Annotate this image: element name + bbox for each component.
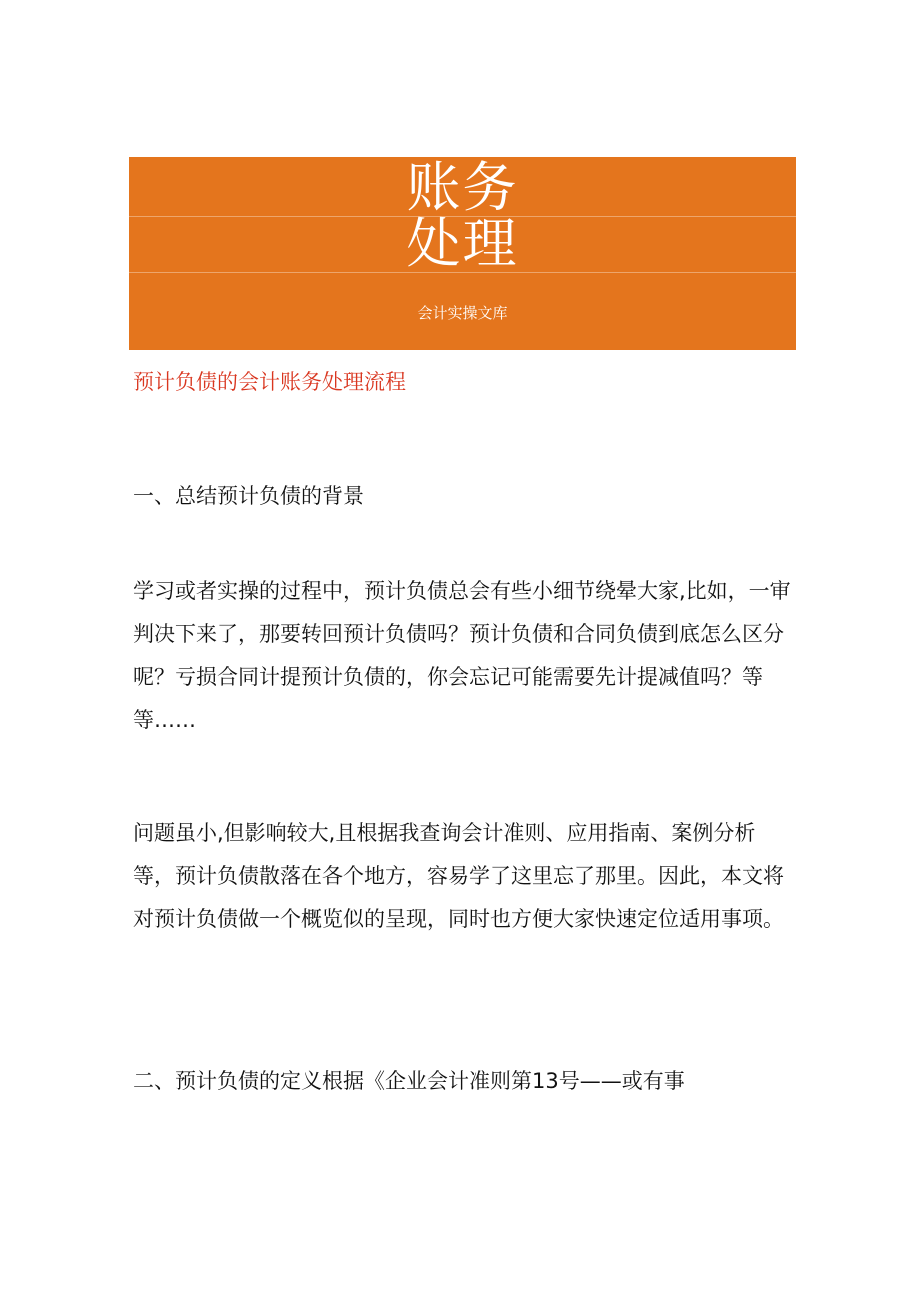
document-title: 预计负债的会计账务处理流程 bbox=[133, 370, 406, 394]
cover-banner bbox=[129, 157, 796, 350]
section-heading-1: 一、总结预计负债的背景 bbox=[133, 484, 364, 508]
paragraph-1: 学习或者实操的过程中，预计负债总会有些小细节绕晕大家,比如，一审判决下来了，那要转回预计负债吗？预计负债和合同负债到底怎么区分呢？亏损合同计提预计负债的，你会忘记可能需要先计提减值吗？等等…… bbox=[133, 579, 791, 732]
paragraph-2: 问题虽小,但影响较大,且根据我查询会计准则、应用指南、案例分析等，预计负债散落在各个地方，容易学了这里忘了那里。因此，本文将对预计负债做一个概览似的呈现，同时也方便大家快速定位适用事项。 bbox=[133, 821, 784, 931]
banner-title-line2: 处理 bbox=[406, 212, 519, 275]
section-heading-2: 二、预计负债的定义根据《企业会计准则第13号——或有事 bbox=[133, 1069, 685, 1093]
banner-title-line1: 账务 bbox=[406, 157, 519, 219]
banner-subtitle: 会计实操文库 bbox=[417, 304, 508, 322]
